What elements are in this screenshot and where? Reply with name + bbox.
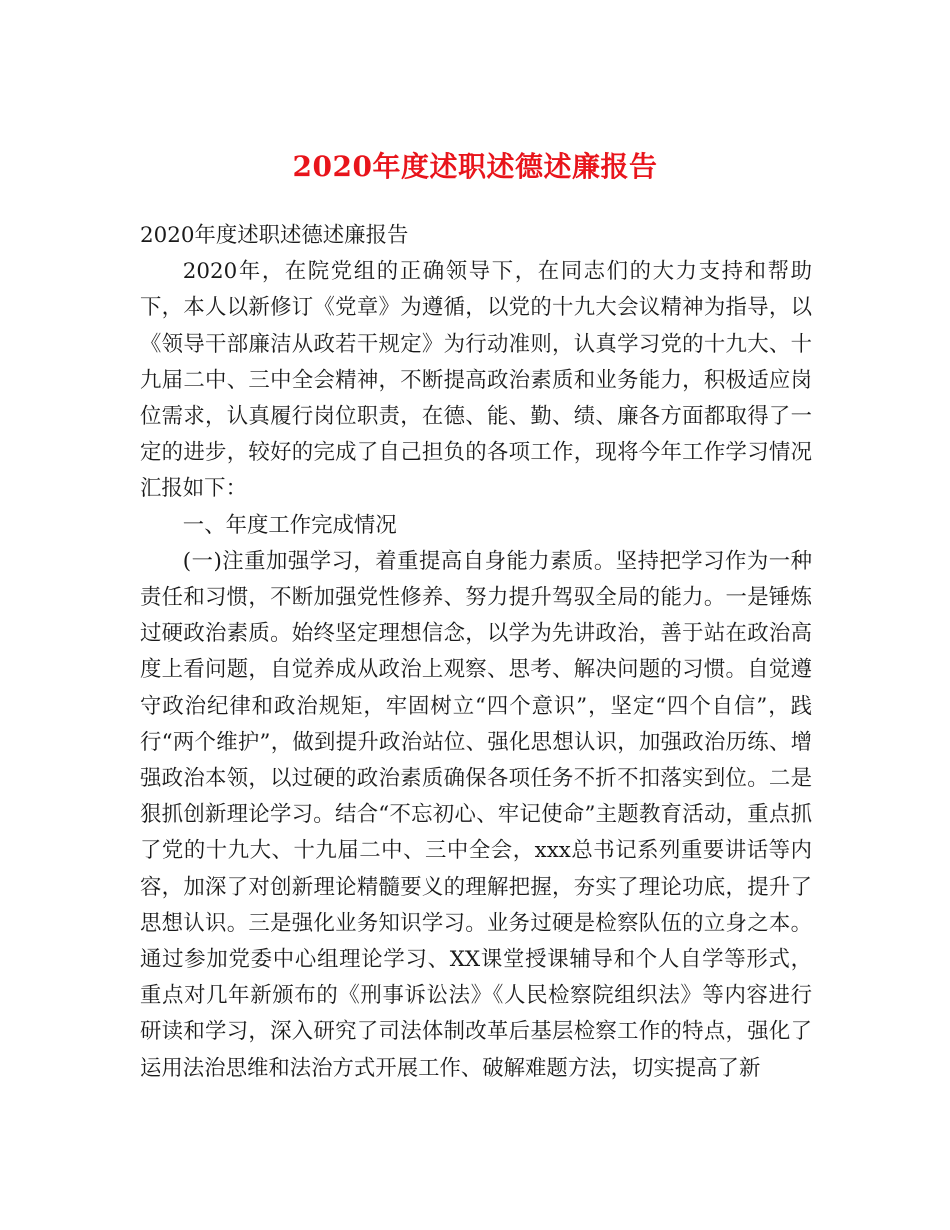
subsection-paragraph: (一)注重加强学习，着重提高自身能力素质。坚持把学习作为一种责任和习惯，不断加强党性修养、努力提升驾驭全局的能力。一是锤炼过硬政治素质。始终坚定理想信念，以学为先讲政治，善于站在政治高度上看问题，自觉养成从政治上观察、思考、解决问题的习惯。自觉遵守政治纪律和政治规矩，牢固树立“四个意识”，坚定“四个自信”，践行“两个维护”，做到提升政治站位、强化思想认识，加强政治历练、增强政治本领，以过硬的政治素质确保各项任务不折不扣落实到位。二是狠抓创新理论学习。结合“不忘初心、牢记使命”主题教育活动，重点抓了党的十九大、十九届二中、三中全会，xxx总书记系列重要讲话等内容，加深了对创新理论精髓要义的理解把握，夯实了理论功底，提升了思想认识。三是强化业务知识学习。业务过硬是检察队伍的立身之本。通过参加党委中心组理论学习、XX课堂授课辅导和个人自学等形式，重点对几年新颁布的《刑事诉讼法》《人民检察院组织法》等内容进行研读和学习，深入研究了司法体制改革后基层检察工作的特点，强化了运用法治思维和法治方式开展工作、破解难题方法，切实提高了新 xyxy=(140,548,812,1081)
intro-paragraph: 2020年，在院党组的正确领导下，在同志们的大力支持和帮助下，本人以新修订《党章》为遵循，以党的十九大会议精神为指导，以《领导干部廉洁从政若干规定》为行动准则，认真学习党的十九大、十九届二中、三中全会精神，不断提高政治素质和业务能力，积极适应岗位需求，认真履行岗位职责，在德、能、勤、绩、廉各方面都取得了一定的进步，较好的完成了自己担负的各项工作，现将今年工作学习情况汇报如下： xyxy=(140,259,812,502)
section-heading: 一、年度工作完成情况 xyxy=(182,512,397,538)
document-body xyxy=(140,218,812,1087)
body-heading-line: 2020年度述职述德述廉报告 xyxy=(140,223,409,248)
document-title: 2020年度述职述德述廉报告 xyxy=(292,149,658,183)
